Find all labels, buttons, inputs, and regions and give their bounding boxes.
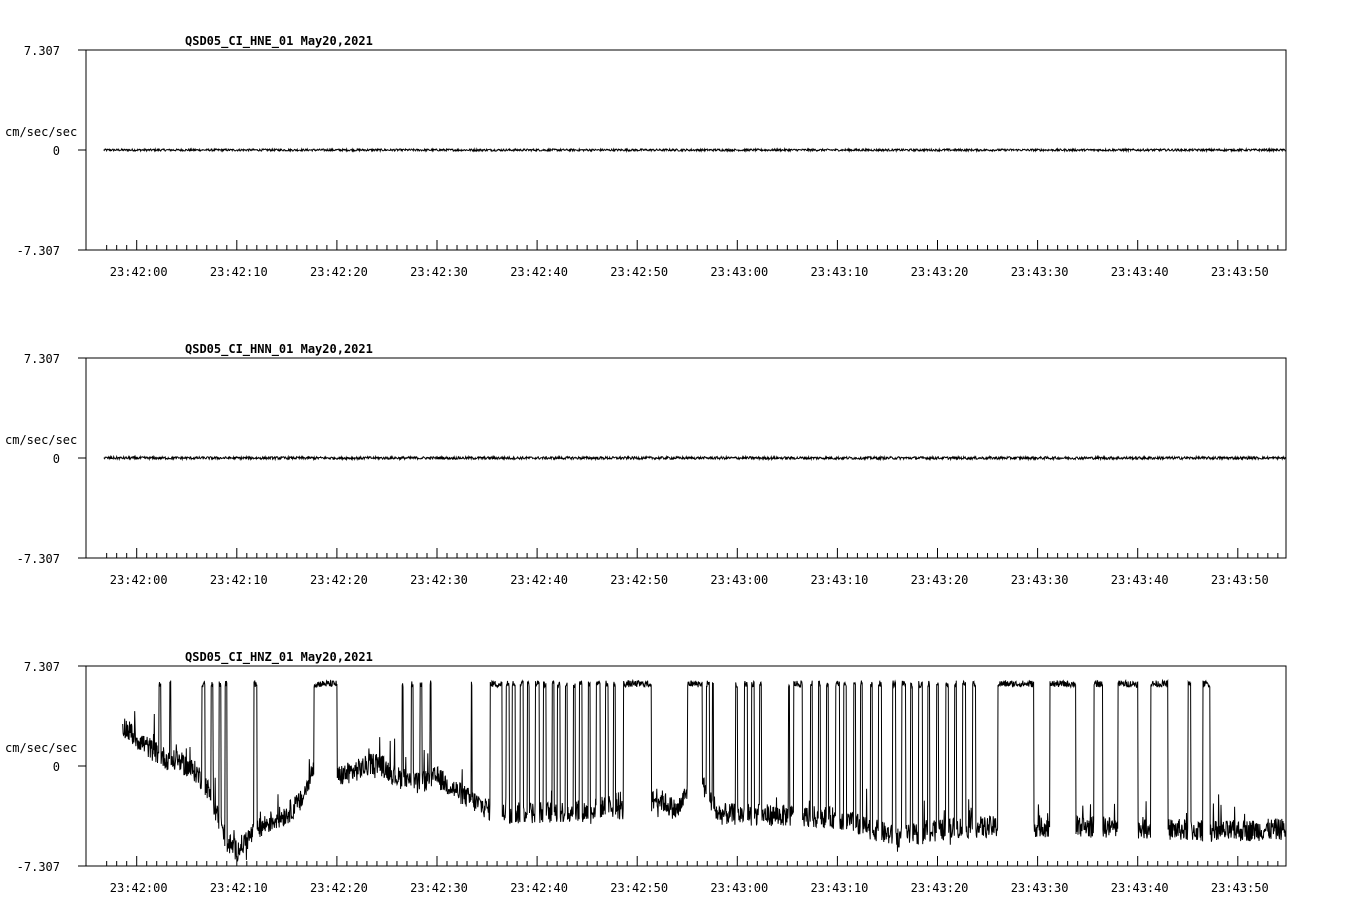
- waveform-trace-3: [123, 680, 1286, 860]
- x-tick-label: 23:43:20: [910, 265, 969, 279]
- x-tick-label: 23:43:20: [910, 573, 969, 587]
- x-tick-label: 23:43:30: [1010, 573, 1069, 587]
- x-tick-label: 23:43:00: [710, 881, 769, 895]
- waveform-trace-1: [104, 149, 1286, 151]
- x-tick-label: 23:43:50: [1210, 881, 1269, 895]
- y-tick-label-max: 7.307: [23, 660, 60, 674]
- chart-title: QSD05_CI_HNZ_01 May20,2021: [185, 650, 373, 664]
- x-tick-label: 23:43:20: [910, 881, 969, 895]
- x-tick-label: 23:43:10: [810, 881, 869, 895]
- x-tick-label: 23:43:00: [710, 265, 769, 279]
- x-tick-label: 23:42:40: [510, 881, 568, 895]
- x-tick-label: 23:42:40: [510, 573, 568, 587]
- x-tick-label: 23:43:50: [1210, 265, 1269, 279]
- x-tick-label: 23:42:50: [610, 265, 669, 279]
- chart-title: QSD05_CI_HNE_01 May20,2021: [185, 34, 373, 48]
- y-axis-label: cm/sec/sec: [5, 741, 78, 755]
- chart-title: QSD05_CI_HNN_01 May20,2021: [185, 342, 373, 356]
- x-tick-label: 23:43:00: [710, 573, 769, 587]
- x-tick-label: 23:42:00: [109, 265, 168, 279]
- y-tick-label-min: -7.307: [16, 552, 60, 566]
- x-tick-label: 23:42:30: [410, 265, 468, 279]
- y-tick-label-min: -7.307: [16, 860, 60, 874]
- y-axis-label: cm/sec/sec: [5, 433, 78, 447]
- x-tick-label: 23:43:40: [1110, 265, 1169, 279]
- x-tick-label: 23:42:10: [209, 881, 268, 895]
- y-tick-label-zero: 0: [52, 760, 60, 774]
- x-tick-label: 23:42:20: [310, 573, 368, 587]
- x-tick-label: 23:42:00: [109, 881, 168, 895]
- x-tick-label: 23:42:20: [310, 265, 368, 279]
- y-tick-label-zero: 0: [52, 144, 60, 158]
- x-tick-label: 23:42:50: [610, 881, 669, 895]
- x-tick-label: 23:42:40: [510, 265, 568, 279]
- y-tick-label-min: -7.307: [16, 244, 60, 258]
- x-tick-label: 23:43:40: [1110, 881, 1169, 895]
- x-tick-label: 23:42:10: [209, 265, 268, 279]
- y-tick-label-max: 7.307: [23, 352, 60, 366]
- x-tick-label: 23:42:20: [310, 881, 368, 895]
- y-axis-label: cm/sec/sec: [5, 125, 78, 139]
- x-tick-label: 23:43:30: [1010, 265, 1069, 279]
- waveform-trace-2: [104, 457, 1286, 460]
- x-tick-label: 23:43:10: [810, 265, 869, 279]
- x-tick-label: 23:43:40: [1110, 573, 1169, 587]
- y-tick-label-zero: 0: [52, 452, 60, 466]
- y-tick-label-max: 7.307: [23, 44, 60, 58]
- x-tick-label: 23:42:30: [410, 881, 468, 895]
- x-tick-label: 23:43:50: [1210, 573, 1269, 587]
- x-tick-label: 23:42:10: [209, 573, 268, 587]
- x-tick-label: 23:42:50: [610, 573, 669, 587]
- x-tick-label: 23:43:30: [1010, 881, 1069, 895]
- x-tick-label: 23:43:10: [810, 573, 869, 587]
- x-tick-label: 23:42:30: [410, 573, 468, 587]
- x-tick-label: 23:42:00: [109, 573, 168, 587]
